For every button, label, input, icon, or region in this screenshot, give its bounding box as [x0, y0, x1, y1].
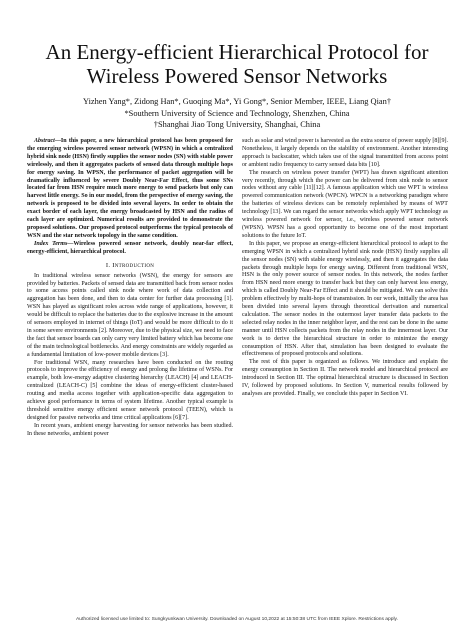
author-block — [20, 96, 454, 131]
body-paragraph: The research on wireless power transfer (WPT) has drawn significant attention very recently, through which the power can be delivered from sink node to sensor nodes without any cable [11][12]. A famous application which use WPT is wireless powered communication network (WPCN). WPCN is a networking paradigm where the batteries of wireless devices can be remotely replenished by means of WPT technology [13]. We can regard the sensor networks which apply WPT technology as wireless powered network for sensor, i.e., wireless powered sensor network (WPSN). WPSN has a good opportunity to become one of the most important solutions to the future IoT. — [242, 169, 448, 239]
paper-title: An Energy-efficient Hierarchical Protocol for Wireless Powered Sensor Networks — [45, 40, 429, 88]
left-column — [27, 138, 233, 439]
body-paragraph: For traditional WSN, many researches have been conducted on the routing protocols to improve the efficiency of energy and prolong the lifetime of WSNs. For example, both low-energy adaptive clustering hierarchy (LEACH) [4] and LEACH-centralized (LEACH-C) [5] combine the ideas of energy-efficient cluster-based routing and media access together with application-specific data aggregation to achieve good performance in terms of system lifetime. Another typical example is threshold sensitive energy efficient sensor network protocol (TEEN), which is designed for passive networks and time critical applications [6][7]. — [27, 359, 233, 421]
affiliation-1: *Southern University of Science and Technology, Shenzhen, China — [124, 108, 350, 118]
abstract — [27, 138, 233, 241]
body-paragraph: In this paper, we propose an energy-efficient hierarchical protocol to adapt to the emerging WPSN in which a centralized hybrid sink node (HSN) firstly supplies all the sensor nodes (SN) with stable energy wirelessly, and then it aggregates the data packets through multiple hops for energy saving. Different from traditional WSN, HSN is the only power source of sensor nodes. In this network, the nodes farther from HSN need more energy to transfer back but they can only harvest less energy, which is called Doubly Near-Far Effect and it should be mitigated. We can solve this problem effectively by multi-hops of transmission. In our work, initially the area has been divided into several layers through theoretical derivation and numerical calculation. The sensor nodes in the outermost layer transfer data packets to the selected relay nodes in the inner neighbor layer, and the rest can be done in the same manner until HSN collects packets from the relay nodes in the innermost layer. Our work is to derive the hierarchical structure in order to minimize the energy consumption of HSN. After that, simulation has been designed to evaluate the effectiveness of proposed protocols and solutions. — [242, 240, 448, 358]
body-paragraph: In traditional wireless sensor networks (WSN), the energy for sensors are provided by batteries. Packets of sensed data are transmitted back from sensor nodes to some access points called sink node where work of data collection and aggregation has been done, and then to data center for further data processing [1]. WSN has played as significant roles across wide range of applications, however, it would be difficult to replace the batteries due to the explosive increase in the amount of sensors employed in internet of things (IoT) and would be more difficult to do it in some severe environments [2]. Moreover, due to the physical size, we need to face the fact that sensor boards can only carry very limited battery which has become one of the main technological bottlenecks. And energy constraints are widely regarded as a fundamental limitation of low-power mobile devices [3]. — [27, 272, 233, 358]
abstract-text: —In this paper, a new hierarchical protocol has been proposed for the emerging wireless powered sensor network (WPSN) in which a centralized hybrid sink node (HSN) firstly supplies the sensor nodes (SN) with stable power wirelessly, and then it aggregates packets of sensed data through multiple hops for energy saving. In WPSN, the performance of packet aggregation will be dramatically influenced by severe Doubly Near-Far Effect, thus some SNs located far from HSN require much more energy to send packets but only can harvest little energy. So in our model, from the perspective of energy saving, the network is proposed to be divided into several layers. In order to obtain the exact border of each layer, the energy broadcasted by HSN and the radius of each layer are optimized. Numerical results are provided to demonstrate the proposed solutions. Our proposed protocol outperforms the typical protocols of WSN and the star network topology in the same condition. — [27, 138, 233, 239]
body-paragraph: In recent years, ambient energy harvesting for sensor networks has been studied. In these networks, ambient power — [27, 422, 233, 437]
index-terms-text: —Wireless powered sensor network, doubly near-far effect, energy-efficient, hierarchical protocol. — [27, 240, 233, 255]
license-footer: Authorized licensed use limited to: Sungkyunkwan University. Downloaded on August 10,2022 at 15:50:38 UTC from IEEE Xplore. Restrictions apply. — [76, 617, 398, 622]
index-terms-label: Index Terms — [34, 240, 68, 247]
abstract-label: Abstract — [34, 138, 55, 144]
section-heading-introduction: I. Introduction — [105, 261, 155, 269]
author-names: Yizhen Yang*, Zidong Han*, Guoqing Ma*, Yi Gong*, Senior Member, IEEE, Liang Qian† — [82, 97, 392, 106]
index-terms — [27, 241, 233, 257]
body-paragraph: such as solar and wind power is harvested as the extra source of power supply [8][9]. Nonetheless, it largely depends on the stability of environment. Another interesting approach is backscatter, which takes use of the signal transmitted from access point or ambient radio frequency to carry sensed data bits [10]. — [242, 138, 448, 168]
right-column — [242, 138, 448, 399]
body-paragraph: The rest of this paper is organized as follows. We introduce and explain the energy consumption in Section II. The network model and hierarchical protocol are introduced in Section III. The optimal hierarchical structure is discussed in Section IV, followed by proposed solutions. In Section V, numerical results followed by analyses are provided. Finally, we conclude this paper in Section VI. — [242, 359, 448, 397]
affiliation-2: †Shanghai Jiao Tong University, Shanghai, China — [153, 120, 321, 130]
